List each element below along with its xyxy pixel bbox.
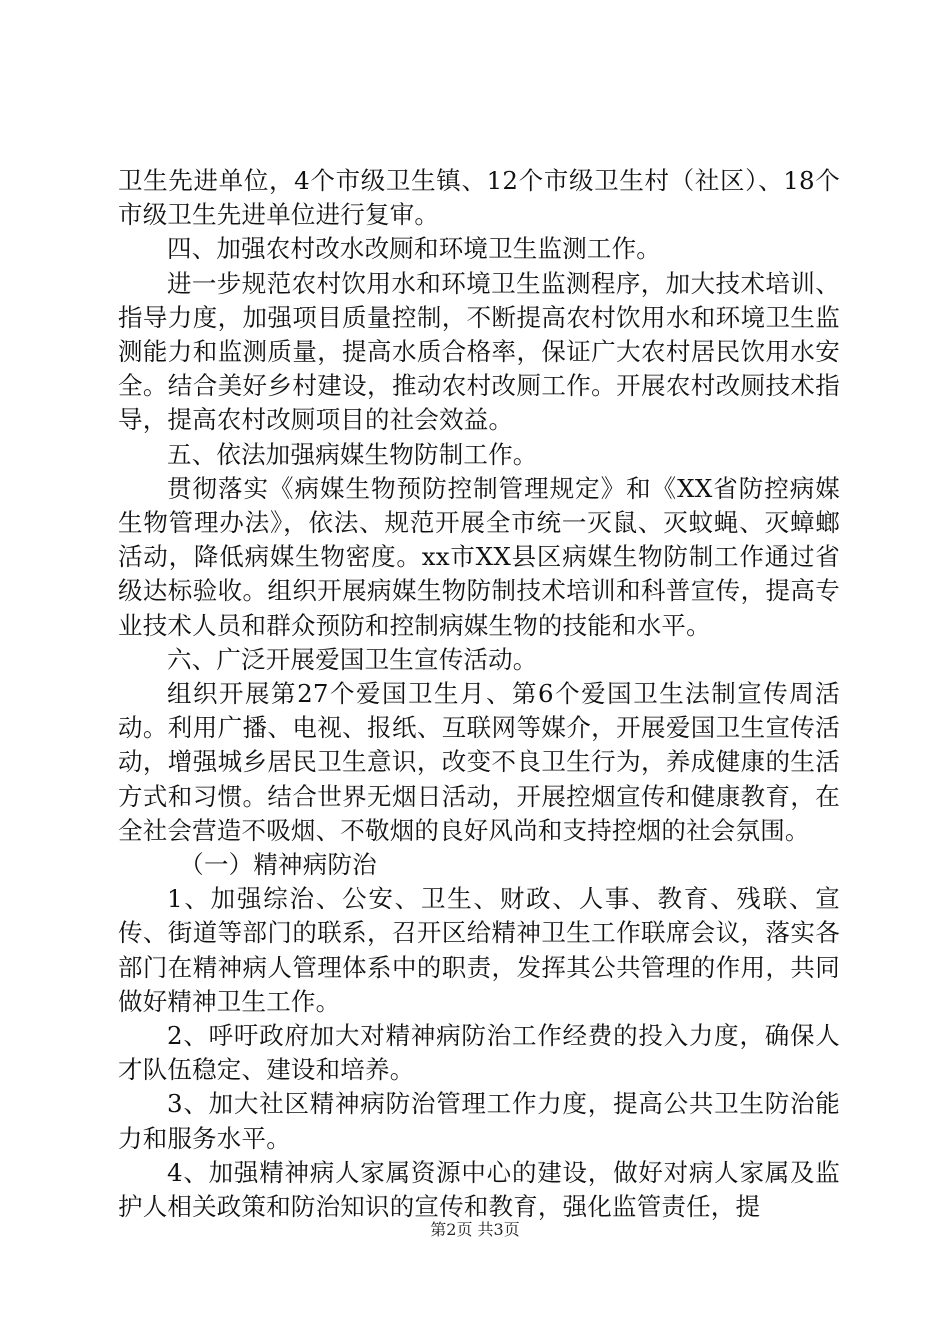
document-body	[118, 164, 840, 1224]
section-heading-6: 六、广泛开展爱国卫生宣传活动。	[167, 644, 538, 674]
list-item-3: 3、加大社区精神病防治管理工作力度，提高公共卫生防治能力和服务水平。	[118, 1089, 840, 1153]
list-item-2: 2、呼吁政府加大对精神病防治工作经费的投入力度，确保人才队伍稳定、建设和培养。	[118, 1021, 840, 1085]
list-item-1: 1、加强综治、公安、卫生、财政、人事、教育、残联、宣传、街道等部门的联系，召开区给精神卫生工作联席会议，落实各部门在精神病人管理体系中的职责，发挥其公共管理的作用，共同做好精神卫生工作。	[118, 884, 840, 1016]
subsection-heading-mental-health: （一）精神病防治	[179, 850, 377, 880]
page-number-footer: 第2页 共3页	[430, 1220, 520, 1239]
list-item-4: 4、加强精神病人家属资源中心的建设，做好对病人家属及监护人相关政策和防治知识的宣传和教育，强化监管责任，提	[118, 1157, 840, 1222]
section-heading-5: 五、依法加强病媒生物防制工作。	[167, 439, 538, 469]
paragraph-publicity: 组织开展第27个爱国卫生月、第6个爱国卫生法制宣传周活动。利用广播、电视、报纸、互联网等媒介，开展爱国卫生宣传活动，增强城乡居民卫生意识，改变不良卫生行为，养成健康的生活方式和习惯。结合世界无烟日活动，开展控烟宣传和健康教育，在全社会营造不吸烟、不敬烟的良好风尚和支持控烟的社会氛围。	[118, 679, 840, 845]
section-heading-4: 四、加强农村改水改厕和环境卫生监测工作。	[167, 234, 661, 264]
paragraph-rural-water: 进一步规范农村饮用水和环境卫生监测程序，加大技术培训、指导力度，加强项目质量控制，不断提高农村饮用水和环境卫生监测能力和监测质量，提高水质合格率，保证广大农村居民饮用水安全。结合美好乡村建设，推动农村改厕工作。开展农村改厕技术指导，提高农村改厕项目的社会效益。	[118, 268, 840, 435]
paragraph-continuation: 卫生先进单位，4个市级卫生镇、12个市级卫生村（社区）、18个市级卫生先进单位进行复审。	[118, 166, 840, 230]
paragraph-vector-control: 贯彻落实《病媒生物预防控制管理规定》和《XX省防控病媒生物管理办法》，依法、规范开展全市统一灭鼠、灭蚊蝇、灭蟑螂活动，降低病媒生物密度。xx市XX县区病媒生物防制工作通过省级达标验收。组织开展病媒生物防制技术培训和科普宣传，提高专业技术人员和群众预防和控制病媒生物的技能和水平。	[118, 473, 840, 640]
